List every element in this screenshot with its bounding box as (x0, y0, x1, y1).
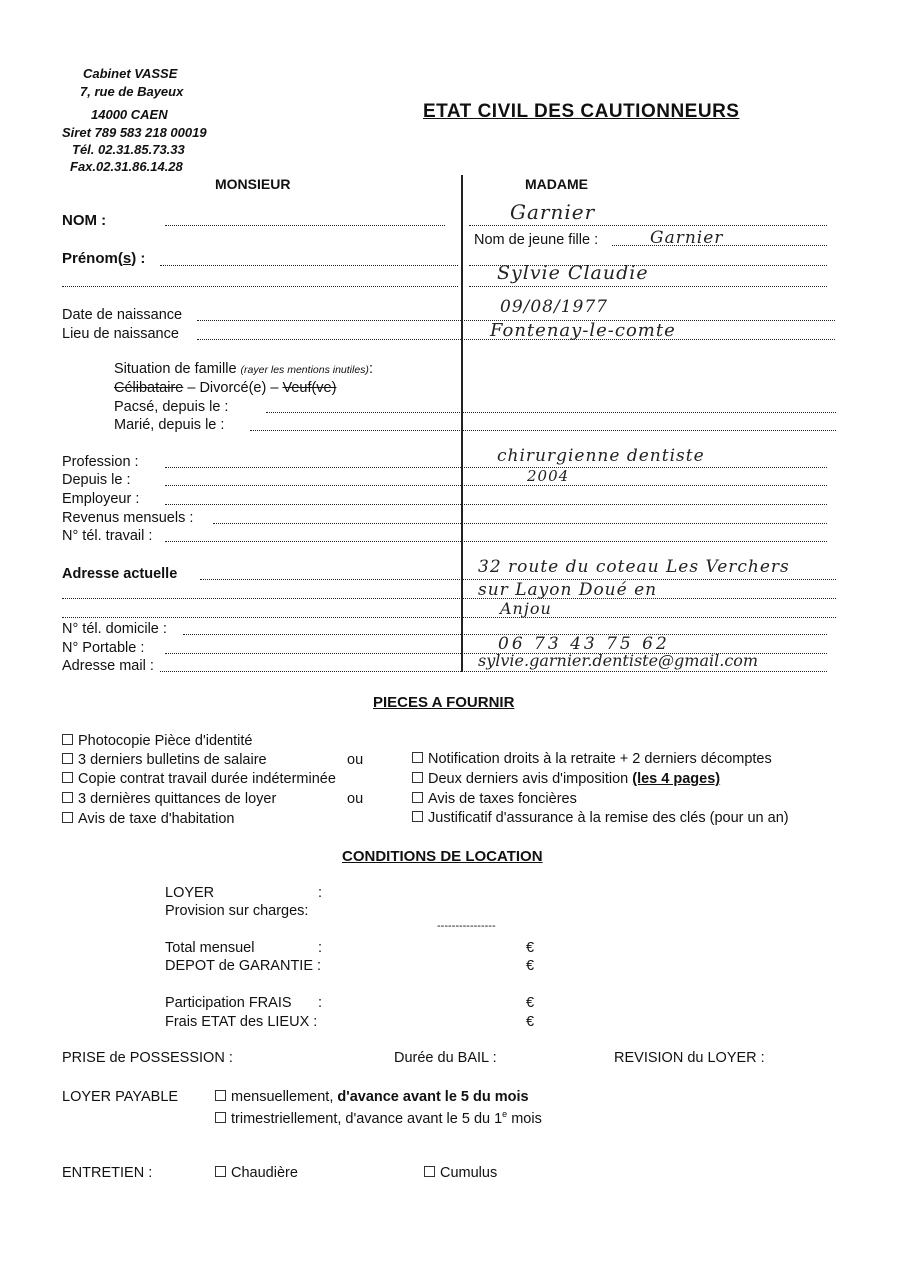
adresse-line-3 (62, 617, 836, 618)
prenom-madame-line-2 (469, 286, 827, 287)
adresse-line-2 (62, 598, 836, 599)
piece-left-2[interactable]: 3 derniers bulletins de salaire (62, 752, 267, 768)
label-nom: NOM : (62, 212, 107, 229)
piece-left-5[interactable]: Avis de taxe d'habitation (62, 811, 234, 827)
tel-travail-line (165, 541, 827, 542)
total-colon: : (318, 940, 323, 956)
piece-right-2[interactable]: Deux derniers avis d'imposition (les 4 pages) (412, 771, 720, 787)
label-mail: Adresse mail : (62, 658, 154, 674)
col-monsieur: MONSIEUR (215, 176, 291, 192)
label-profession: Profession : (62, 454, 139, 470)
adresse-madame-value-2[interactable]: sur Layon Doué en (478, 580, 658, 600)
mail-madame-value[interactable]: sylvie.garnier.dentiste@gmail.com (478, 651, 759, 670)
piece-right-3[interactable]: Avis de taxes foncières (412, 791, 577, 807)
page-title: ETAT CIVIL DES CAUTIONNEURS (423, 101, 740, 122)
label-tel-travail: N° tél. travail : (62, 528, 153, 544)
checkbox-icon[interactable] (424, 1166, 435, 1177)
label-etat: Frais ETAT des LIEUX : (165, 1014, 318, 1030)
option-cumulus[interactable]: Cumulus (424, 1165, 497, 1181)
agency-siret: Siret 789 583 218 00019 (62, 125, 207, 140)
agency-street: 7, rue de Bayeux (80, 84, 184, 99)
checkbox-icon[interactable] (62, 753, 73, 764)
label-adresse: Adresse actuelle (62, 566, 178, 582)
situation-options[interactable]: Célibataire – Divorcé(e) – Veuf(ve) (114, 380, 337, 396)
label-depot: DEPOT de GARANTIE : (165, 958, 322, 974)
piece-left-4[interactable]: 3 dernières quittances de loyer (62, 791, 276, 807)
total-euro: € (526, 940, 535, 956)
total-separator: ---------------- (437, 920, 496, 932)
prenom-monsieur-line (160, 265, 458, 266)
col-madame: MADAME (525, 176, 588, 192)
prenom-madame-value[interactable]: Sylvie Claudie (497, 262, 649, 284)
label-duree: Durée du BAIL : (394, 1050, 497, 1066)
mail-line (160, 671, 827, 672)
agency-fax: Fax.02.31.86.14.28 (70, 159, 183, 174)
checkbox-icon[interactable] (412, 811, 423, 822)
agency-name: Cabinet VASSE (83, 66, 178, 81)
option-trimestriel[interactable]: trimestriellement, d'avance avant le 5 du 1e mois (215, 1109, 542, 1127)
checkbox-icon[interactable] (412, 772, 423, 783)
frais-euro: € (526, 995, 535, 1011)
label-tel-domicile: N° tél. domicile : (62, 621, 167, 637)
etat-euro: € (526, 1014, 535, 1030)
checkbox-icon[interactable] (215, 1090, 226, 1101)
nom-monsieur-line (165, 225, 445, 226)
checkbox-icon[interactable] (62, 772, 73, 783)
piece-left-1[interactable]: Photocopie Pièce d'identité (62, 733, 252, 749)
label-prenoms: Prénom(s) : (62, 250, 146, 267)
lieu-naissance-madame-value[interactable]: Fontenay-le-comte (490, 320, 676, 341)
portable-madame-value[interactable]: 06 73 43 75 62 (498, 634, 670, 654)
label-revenus: Revenus mensuels : (62, 510, 194, 526)
adresse-madame-value-1[interactable]: 32 route du coteau Les Verchers (478, 557, 790, 577)
checkbox-icon[interactable] (215, 1166, 226, 1177)
nom-madame-value[interactable]: Garnier (510, 200, 596, 224)
pacse-line (266, 412, 836, 413)
or-word-1: ou (347, 752, 364, 768)
agency-tel: Tél. 02.31.85.73.33 (72, 142, 185, 157)
label-frais: Participation FRAIS (165, 995, 292, 1011)
label-portable: N° Portable : (62, 640, 145, 656)
checkbox-icon[interactable] (412, 792, 423, 803)
frais-colon: : (318, 995, 323, 1011)
revenus-line (213, 523, 827, 524)
conditions-title: CONDITIONS DE LOCATION (342, 848, 543, 865)
depot-euro: € (526, 958, 535, 974)
employeur-line (165, 504, 827, 505)
label-loyer: LOYER (165, 885, 215, 901)
pieces-title: PIECES A FOURNIR (373, 694, 515, 711)
label-entretien: ENTRETIEN : (62, 1165, 153, 1181)
label-prise: PRISE de POSSESSION : (62, 1050, 233, 1066)
loyer-colon: : (318, 885, 323, 901)
checkbox-icon[interactable] (412, 752, 423, 763)
label-pacse: Pacsé, depuis le : (114, 399, 229, 415)
depuis-line (165, 485, 827, 486)
or-word-2: ou (347, 791, 364, 807)
piece-left-3[interactable]: Copie contrat travail durée indéterminée (62, 771, 336, 787)
label-revision: REVISION du LOYER : (614, 1050, 765, 1066)
depuis-madame-value[interactable]: 2004 (527, 467, 570, 485)
prenom-monsieur-line-2 (62, 286, 458, 287)
date-naissance-madame-value[interactable]: 09/08/1977 (500, 297, 608, 317)
checkbox-icon[interactable] (215, 1112, 226, 1123)
label-loyer-payable: LOYER PAYABLE (62, 1089, 179, 1105)
profession-madame-value[interactable]: chirurgienne dentiste (497, 446, 705, 466)
label-marie: Marié, depuis le : (114, 417, 225, 433)
label-depuis: Depuis le : (62, 472, 131, 488)
nom-madame-line (469, 225, 827, 226)
option-mensuel[interactable]: mensuellement, d'avance avant le 5 du mois (215, 1089, 529, 1105)
label-date-naissance: Date de naissance (62, 307, 183, 323)
option-chaudiere[interactable]: Chaudière (215, 1165, 298, 1181)
label-nom-jeune-fille: Nom de jeune fille : (474, 232, 599, 248)
adresse-madame-value-3[interactable]: Anjou (500, 599, 552, 618)
nom-jeune-fille-value[interactable]: Garnier (650, 228, 724, 248)
marie-line (250, 430, 836, 431)
label-lieu-naissance: Lieu de naissance (62, 326, 179, 342)
checkbox-icon[interactable] (62, 734, 73, 745)
profession-line (165, 467, 827, 468)
label-provision: Provision sur charges: (165, 903, 309, 919)
checkbox-icon[interactable] (62, 792, 73, 803)
label-total: Total mensuel (165, 940, 255, 956)
piece-right-1[interactable]: Notification droits à la retraite + 2 derniers décomptes (412, 751, 772, 767)
piece-right-4[interactable]: Justificatif d'assurance à la remise des clés (pour un an) (412, 810, 789, 826)
checkbox-icon[interactable] (62, 812, 73, 823)
agency-city: 14000 CAEN (91, 107, 168, 122)
label-employeur: Employeur : (62, 491, 140, 507)
label-situation: Situation de famille (rayer les mentions inutiles): (114, 361, 373, 377)
